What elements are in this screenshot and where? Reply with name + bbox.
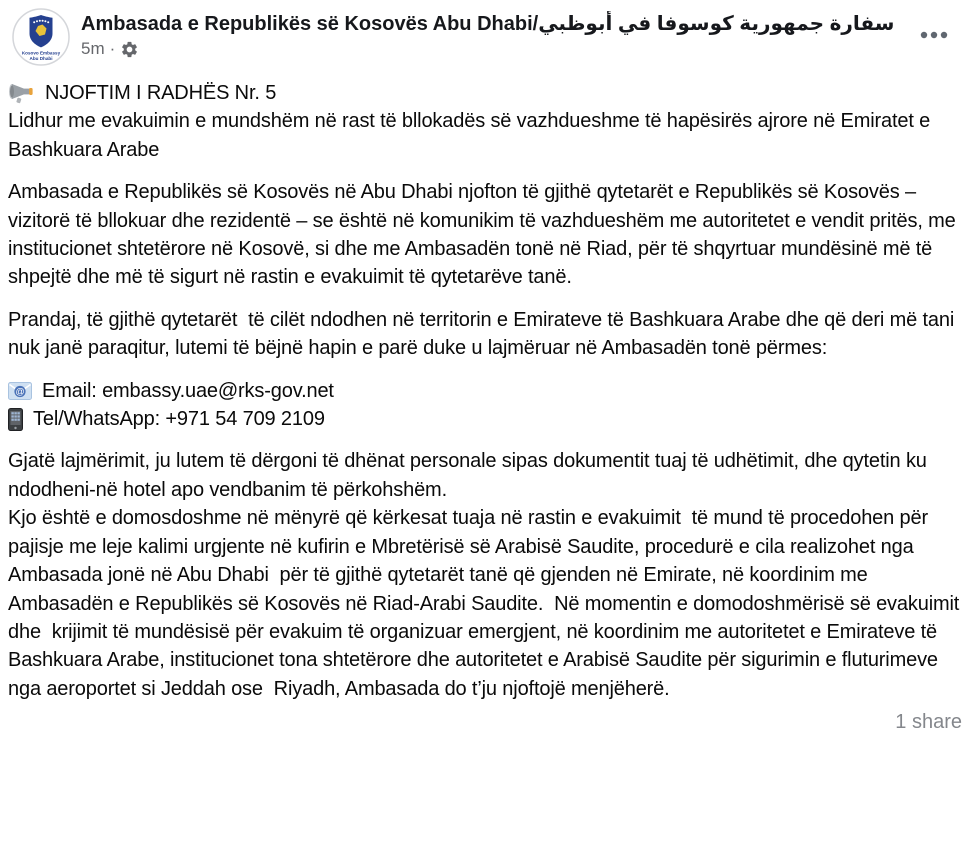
post-text-line: Prandaj, të gjithë qytetarët të cilët ndodhen në territorin e Emirateve të Bashkuara Arabe dhe që deri më tani nuk janë paraqitur, lutemi të bëjnë hapin e parë duke u lajmëruar në Ambasadën tonë përmes: — [8, 308, 960, 360]
meta-separator: · — [109, 39, 116, 58]
post-text-line: Kjo është e domosdoshme në mënyrë që kërkesat tuaja në rastin e evakuimit të mund të procedohen për pajisje me leje kalimi urgjente në kufirin e Mbretërisë së Arabisë Saudite, procedurë e cila realizohet nga Ambasada jonë në Abu Dhabi për të gjithë qytetarët tanë që gjenden në Emirate, në koordinim me Ambasadën e Republikës së Kosovës në Riad-Arabi Saudite. Në momentin e domodoshmërisë së evakuimit dhe krijimit të mundësisë për evakuim të organizuar emergjent, në koordinim me autoritetet e Emirateve të Bashkuara Arabe, institucionet tona shtetërore dhe autoritetet e Arabisë Saudite për sigurimin e fluturimeve nga aeroportet si Jeddah ose Riyadh, Ambasada do t’ju njoftojë menjëherë. — [8, 507, 965, 700]
page-title[interactable]: Ambasada e Republikës së Kosovës Abu Dhabi/سفارة جمهورية كوسوفا في أبوظبي — [81, 13, 895, 35]
post-text-line: Ambasada e Republikës së Kosovës në Abu Dhabi njofton të gjithë qytetarët e Republikës së Kosovës – vizitorë të bllokuar dhe rezidentë – se është në komunikim të vazhdueshëm me autoritetet e vendit pritës, me institucionet shtetërore në Kosovë, si dhe me Ambasadën tonë në Riad, për të shqyrtuar mundësinë më të shpejtë dhe më të sigurt në rastin e evakuimit të qytetarëve tanë. — [8, 181, 962, 289]
avatar-caption-line2: Abu Dhabi — [29, 56, 53, 61]
phone-icon — [8, 408, 23, 431]
post-footer — [0, 703, 980, 734]
contact-email-line — [8, 377, 968, 405]
share-count[interactable]: 1 share — [895, 711, 962, 734]
avatar-caption-line1: Kosovo Embassy — [21, 50, 61, 56]
timestamp[interactable]: 5m — [81, 39, 105, 58]
email-icon — [8, 382, 32, 400]
post-text-line: Gjatë lajmërimit, ju lutem të dërgoni të dhënat personale sipas dokumentit tuaj të udhëtimit, dhe qytetin ku ndodheni-në hotel apo vendbanim të përkohshëm. — [8, 450, 933, 501]
post-paragraph — [8, 306, 968, 363]
contact-block — [8, 377, 968, 434]
post-paragraph — [8, 79, 968, 164]
post-options-button[interactable] — [916, 22, 952, 48]
ellipsis-icon — [920, 31, 948, 39]
header-text — [81, 8, 916, 59]
gear-icon — [120, 40, 139, 59]
announcement-title: NJOFTIM I RADHËS Nr. 5 — [45, 82, 277, 104]
svg-text:@: @ — [15, 386, 25, 397]
post-meta — [81, 39, 916, 59]
post-paragraph — [8, 447, 968, 703]
avatar[interactable] — [12, 8, 70, 66]
email-text: Email: embassy.uae@rks-gov.net — [42, 379, 334, 402]
post-header — [0, 0, 980, 66]
megaphone-icon — [8, 82, 35, 104]
kosovo-embassy-emblem — [12, 8, 70, 66]
phone-text: Tel/WhatsApp: +971 54 709 2109 — [33, 408, 325, 431]
contact-phone-line — [8, 405, 968, 433]
post-content — [0, 79, 980, 703]
post-paragraph — [8, 178, 968, 292]
post-text-line: Lidhur me evakuimin e mundshëm në rast të bllokadës së vazhdueshme të hapësirës ajrore në Emiratet e Bashkuara Arabe — [8, 110, 936, 161]
